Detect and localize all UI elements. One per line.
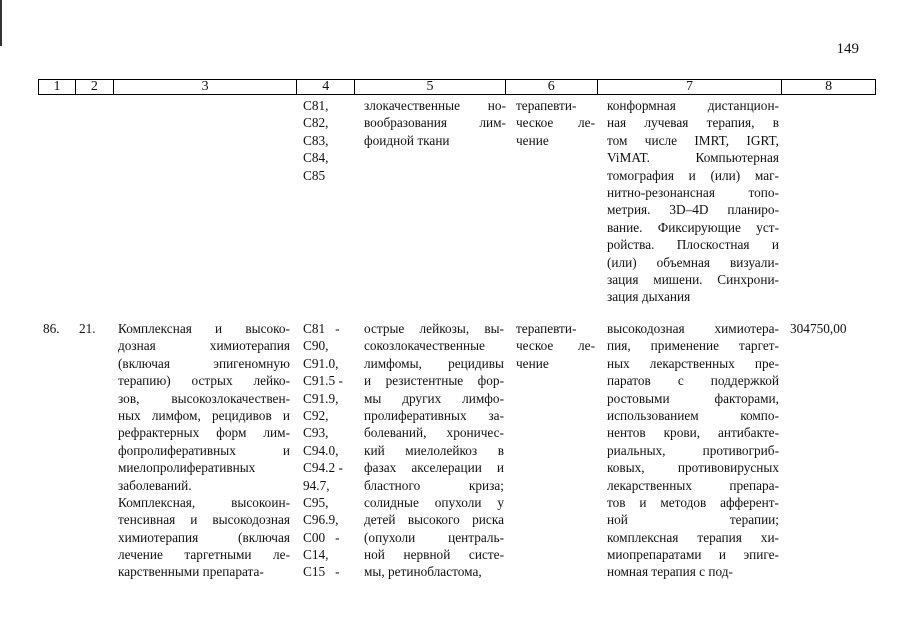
text-line: злокачественные но- xyxy=(364,98,506,113)
text-line: номная терапия с под- xyxy=(607,564,733,580)
text-line: солидные опухоли у xyxy=(364,494,504,510)
text-line: лекарственных препара- xyxy=(607,477,779,493)
text-line: терапевти- xyxy=(516,98,577,113)
text-line: тенсивная и высокодозная xyxy=(118,512,290,528)
text-line: C91.9, xyxy=(303,390,339,406)
text-line: сокозлокачественные xyxy=(364,338,485,354)
page-number: 149 xyxy=(836,41,859,57)
header-col-1: 1 xyxy=(39,80,76,94)
text-line: (или) объемная визуали- xyxy=(607,254,779,270)
text-line: использованием компо- xyxy=(607,407,779,423)
cont-col7-method xyxy=(607,97,779,306)
text-line: C00 - xyxy=(303,529,340,545)
header-col-5: 5 xyxy=(355,80,506,94)
text-line: терапевти- xyxy=(516,321,577,336)
text-line: ческое ле- xyxy=(516,115,595,131)
text-line: ростовыми факторами, xyxy=(607,390,779,406)
text-line: томография и (или) маг- xyxy=(607,167,779,183)
text-line: чение xyxy=(516,132,549,148)
text-line: фоидной ткани xyxy=(364,132,450,148)
text-line: зация дыхания xyxy=(607,289,691,305)
text-line: C15 - xyxy=(303,564,340,580)
text-line: нитно-резонансная топо- xyxy=(607,184,779,200)
text-line: пия, применение таргет- xyxy=(607,338,779,354)
cont-col6-treatment-type xyxy=(516,97,595,149)
text-line: C82, xyxy=(303,115,329,131)
text-line: конформная дистанцион- xyxy=(607,98,779,113)
text-line: ковых, противовирусных xyxy=(607,460,779,476)
text-line: и резистентные фор- xyxy=(364,373,504,389)
text-line: зация мишени. Синхрони- xyxy=(607,271,779,287)
table-header-row xyxy=(38,79,876,95)
row86-col7-method xyxy=(607,320,779,581)
text-line: паратов с поддержкой xyxy=(607,373,779,389)
text-line: C81, xyxy=(303,98,329,113)
text-line: заболеваний. xyxy=(118,477,192,493)
text-line: острые лейкозы, вы- xyxy=(364,321,504,336)
text-line: пролиферативных за- xyxy=(364,407,504,423)
text-line: миопрепаратами и эпиге- xyxy=(607,547,779,563)
text-line: кий миелолейкоз в xyxy=(364,442,504,458)
text-line: Комплексная, высокоин- xyxy=(118,494,290,510)
text-line: C92, xyxy=(303,407,329,423)
text-line: C81 - xyxy=(303,321,340,336)
text-line: вание. Фиксирующие уст- xyxy=(607,219,779,235)
text-line: C93, xyxy=(303,425,329,441)
text-line: C84, xyxy=(303,150,329,166)
text-line: ViMAT. Компьютерная xyxy=(607,150,779,166)
text-line: терапию) острых лейко- xyxy=(118,373,290,389)
text-line: чение xyxy=(516,355,549,371)
text-line: лечение таргетными ле- xyxy=(118,547,290,563)
header-col-8: 8 xyxy=(825,79,833,94)
row86-col6-treatment-type xyxy=(516,320,595,372)
text-line: ная лучевая терапия, в xyxy=(607,115,779,131)
text-line: лимфомы, рецидивы xyxy=(364,355,504,371)
row86-col4-codes xyxy=(303,320,357,581)
text-line: ной нервной систе- xyxy=(364,547,504,563)
text-line: C85 xyxy=(303,167,326,183)
text-line: Комплексная и высоко- xyxy=(118,321,290,336)
text-line: химиотерапия (включая xyxy=(118,529,290,545)
text-line: метрия. 3D–4D планиро- xyxy=(607,202,779,218)
page-edge-rule xyxy=(0,0,2,46)
text-line: C83, xyxy=(303,132,329,148)
text-line: ройства. Плоскостная и xyxy=(607,237,779,253)
text-line: мы, ретинобластома, xyxy=(364,564,482,580)
text-line: 94.7, xyxy=(303,477,330,493)
text-line: карственными препарата- xyxy=(118,564,264,580)
text-line: (опухоли централь- xyxy=(364,529,504,545)
text-line: тов и методов афферент- xyxy=(607,494,779,510)
text-line: ных лимфом, рецидивов и xyxy=(118,407,290,423)
header-col-2: 2 xyxy=(76,80,114,94)
row86-col3-name xyxy=(118,320,290,581)
text-line: рефрактерных форм лим- xyxy=(118,425,290,441)
text-line: C94.0, xyxy=(303,442,339,458)
text-line: нентов крови, антибакте- xyxy=(607,425,779,441)
header-col-3: 3 xyxy=(114,80,298,94)
text-line: том числе IMRT, IGRT, xyxy=(607,132,779,148)
text-line: C91.5 - xyxy=(303,373,343,389)
header-col-4: 4 xyxy=(297,80,355,94)
text-line: высокодозная химиотера- xyxy=(607,321,779,336)
text-line: комплексная терапия хи- xyxy=(607,529,779,545)
cont-col4-codes xyxy=(303,97,359,184)
text-line: вообразования лим- xyxy=(364,115,506,131)
text-line: болеваний, хроничес- xyxy=(364,425,504,441)
text-line: бластного криза; xyxy=(364,477,504,493)
text-line: детей высокого риска xyxy=(364,512,504,528)
text-line: миелопролиферативных xyxy=(118,460,256,476)
text-line: фазах акселерации и xyxy=(364,460,504,476)
text-line: ной терапии; xyxy=(607,512,779,528)
text-line: C96.9, xyxy=(303,512,339,528)
text-line: ных лекарственных пре- xyxy=(607,355,779,371)
text-line: C94.2 - xyxy=(303,460,343,476)
row86-col5-diagnosis xyxy=(364,320,504,581)
row86-col2-number: 21. xyxy=(79,321,96,336)
header-col-6: 6 xyxy=(506,80,598,94)
text-line: фопролиферативных и xyxy=(118,442,290,458)
row86-col1-number: 86. xyxy=(43,321,60,336)
text-line: C90, xyxy=(303,338,329,354)
text-line: риальных, противогриб- xyxy=(607,442,779,458)
text-line: (включая эпигеномную xyxy=(118,355,290,371)
cont-col5-diagnosis xyxy=(364,97,506,149)
text-line: C91.0, xyxy=(303,355,339,371)
text-line: ческое ле- xyxy=(516,338,595,354)
text-line: зов, высокозлокачествен- xyxy=(118,390,290,406)
text-line: C95, xyxy=(303,494,329,510)
text-line: мы других лимфо- xyxy=(364,390,504,406)
header-col-7: 7 xyxy=(598,80,783,94)
text-line: C14, xyxy=(303,547,329,563)
row86-col8-cost: 304750,00 xyxy=(790,321,847,336)
text-line: дозная химиотерапия xyxy=(118,338,290,354)
